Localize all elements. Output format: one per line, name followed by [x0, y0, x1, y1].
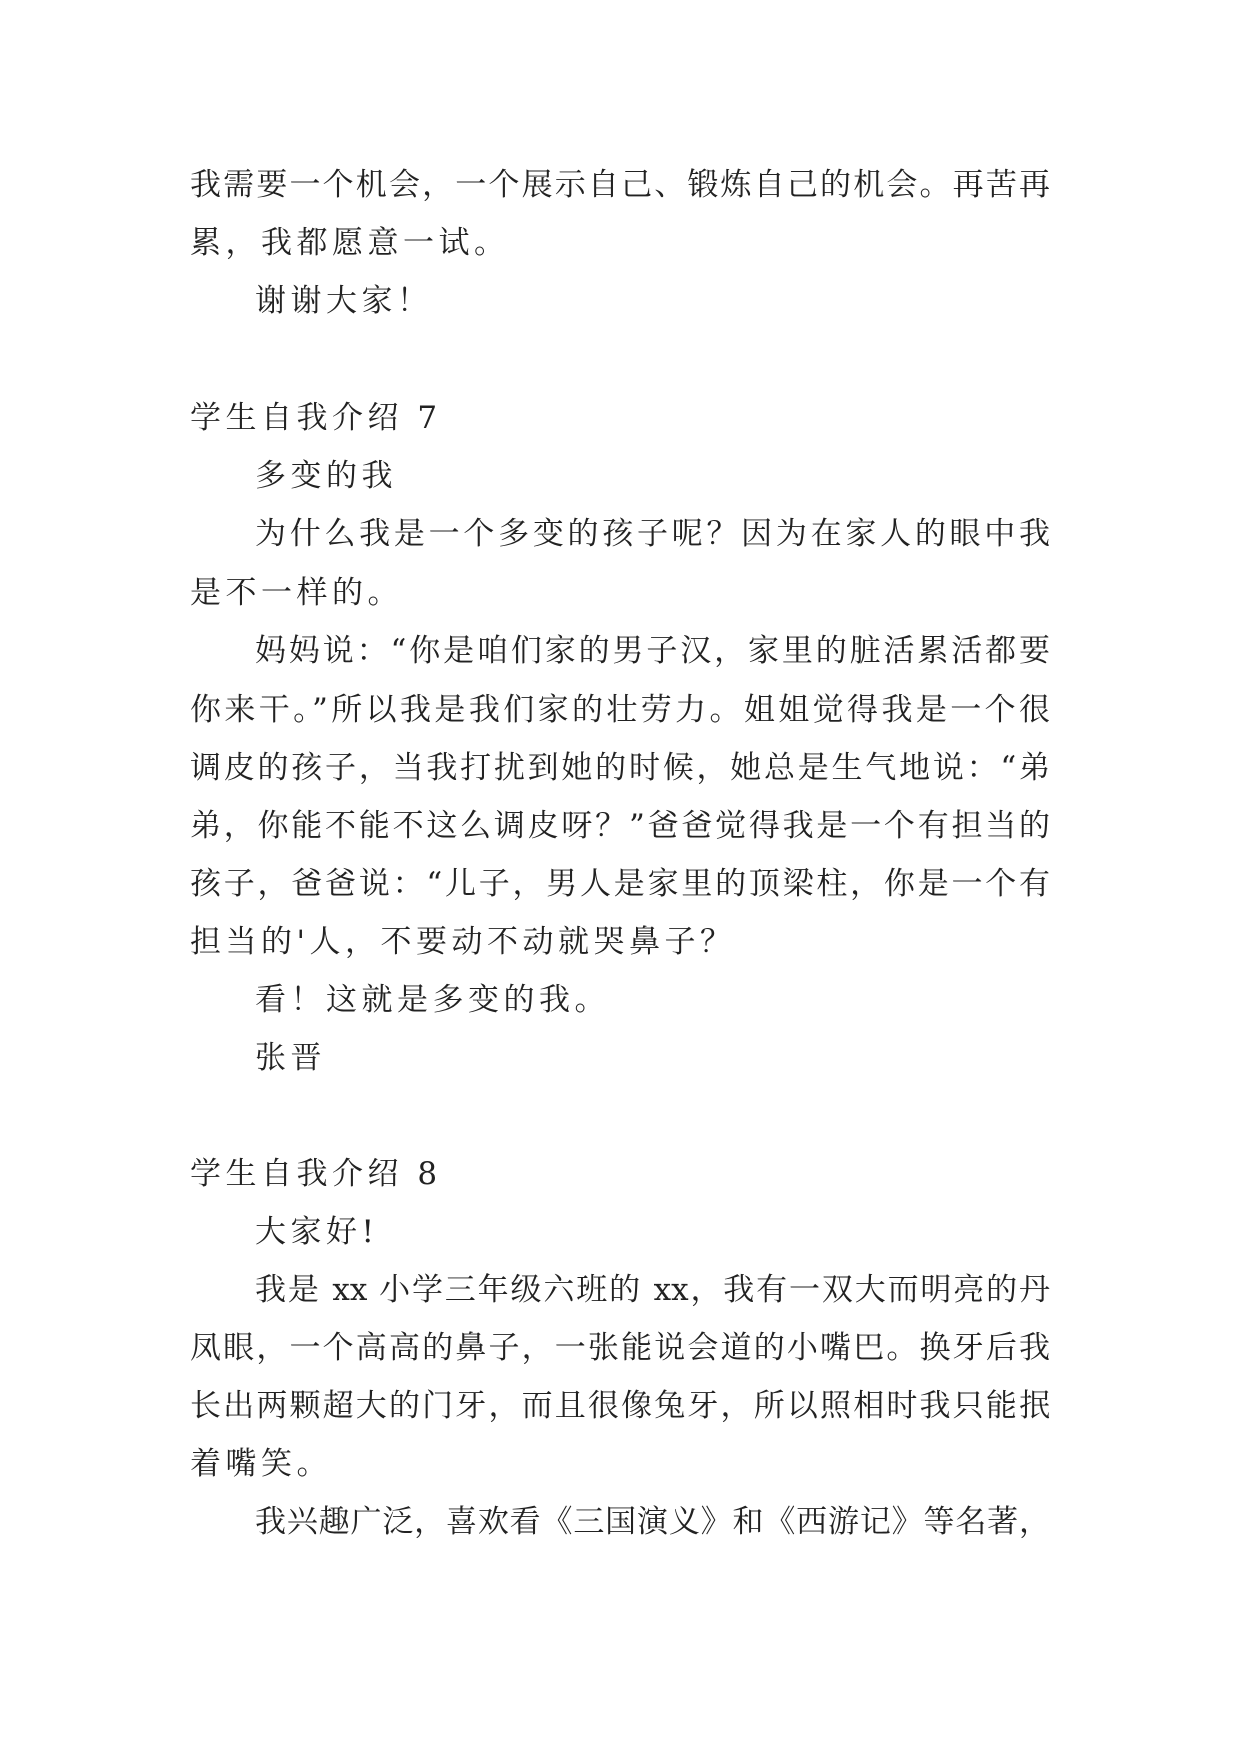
paragraph-line: 担当的'人，不要动不动就哭鼻子？ [190, 924, 736, 960]
section-heading: 学生自我介绍 7 [190, 400, 442, 436]
paragraph-line: 妈妈说：“你是咱们家的男子汉，家里的脏活累活都要 [255, 633, 1050, 669]
author-name: 张晋 [255, 1040, 326, 1076]
paragraph-line: 长出两颗超大的门牙，而且很像兔牙，所以照相时我只能抿 [190, 1388, 1050, 1424]
paragraph-line: 着嘴笑。 [190, 1446, 332, 1482]
paragraph-line: 累，我都愿意一试。 [190, 225, 510, 261]
paragraph-line: 我需要一个机会，一个展示自己、锻炼自己的机会。再苦再 [190, 167, 1050, 203]
paragraph-line: 调皮的孩子，当我打扰到她的时候，她总是生气地说：“弟 [190, 750, 1050, 786]
paragraph-line: 我是 xx 小学三年级六班的 xx，我有一双大而明亮的丹 [255, 1272, 1050, 1308]
paragraph-line: 是不一样的。 [190, 575, 403, 611]
paragraph-line: 凤眼，一个高高的鼻子，一张能说会道的小嘴巴。换牙后我 [190, 1330, 1050, 1366]
paragraph-line: 为什么我是一个多变的孩子呢？因为在家人的眼中我 [255, 516, 1050, 552]
paragraph-line: 我兴趣广泛，喜欢看《三国演义》和《西游记》等名著， [255, 1504, 1050, 1540]
paragraph-line: 看！这就是多变的我。 [255, 982, 610, 1018]
section-heading: 学生自我介绍 8 [190, 1156, 442, 1192]
paragraph-line: 孩子，爸爸说：“儿子，男人是家里的顶梁柱，你是一个有 [190, 866, 1050, 902]
paragraph-line: 多变的我 [255, 458, 397, 494]
paragraph-line: 大家好! [255, 1214, 379, 1250]
paragraph-line: 你来干。”所以我是我们家的壮劳力。姐姐觉得我是一个很 [190, 692, 1050, 728]
paragraph-line: 谢谢大家！ [255, 283, 433, 319]
paragraph-line: 弟，你能不能不这么调皮呀？”爸爸觉得我是一个有担当的 [190, 808, 1050, 844]
